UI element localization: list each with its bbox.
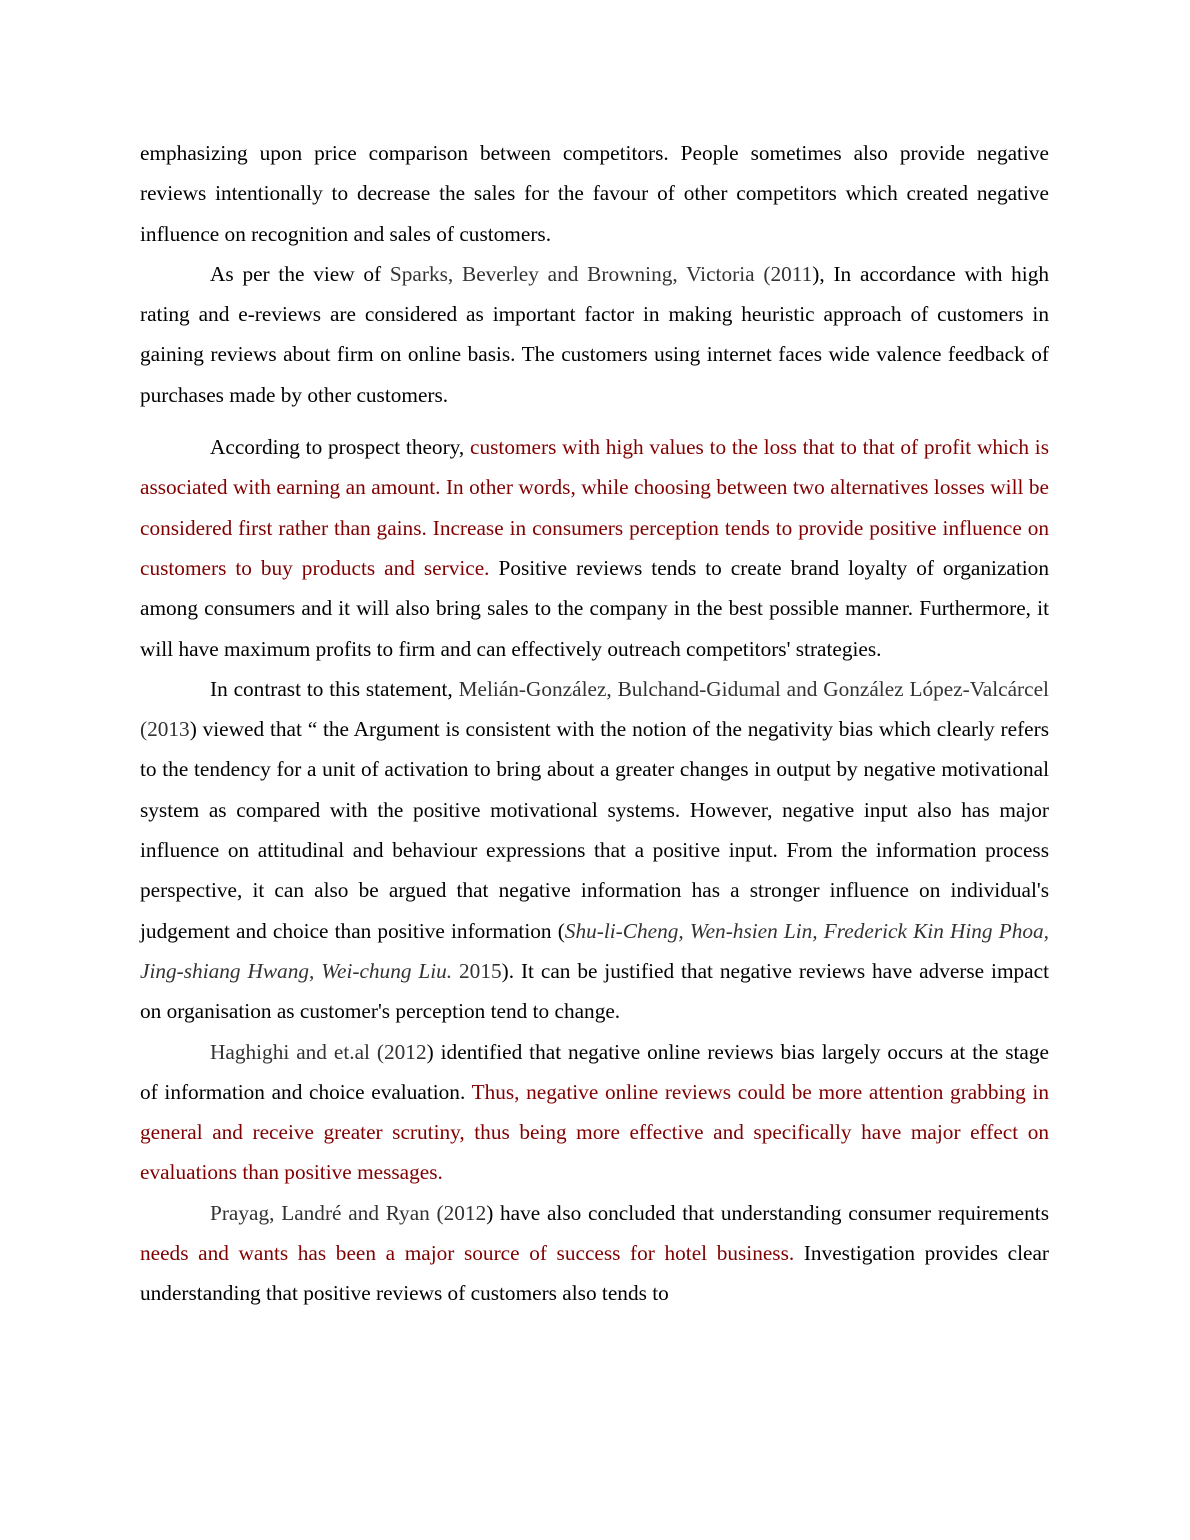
paragraph-1-text: emphasizing upon price comparison between competitors. People sometimes also provide negative reviews intentionally to decrease the sales for the favour of other competitors which created negative influence on recognition and sales of customers. <box>140 141 1049 246</box>
paragraph-4-lead: In contrast to this statement, <box>210 676 459 701</box>
paragraph-6-body: ) have also concluded that understanding consumer requirements <box>486 1200 1049 1225</box>
paragraph-2 <box>140 254 1049 415</box>
paragraph-5 <box>140 1032 1049 1193</box>
paragraph-3-body: Positive reviews tends to create brand loyalty of organization among consumers and it will also bring sales to the company in the best possible manner. Furthermore, it will have maximum profits to firm and can effectively outreach competitors' strategies. <box>140 555 1049 661</box>
citation-sparks-browning: Sparks, Beverley and Browning, Victoria (2011 <box>389 261 813 286</box>
paragraph-4-tail: ). It can be justified that negative reviews have adverse impact on organisation as customer's perception tend to change. <box>140 958 1049 1024</box>
paragraph-3 <box>140 427 1049 669</box>
citation-year-2015: 2015 <box>452 958 502 983</box>
citation-melian-gonzalez: Melián-González, Bulchand-Gidumal and González López-Valcárcel (2013 <box>140 676 1049 742</box>
highlighted-text-negative-reviews: Thus, negative online reviews could be more attention grabbing in general and receive greater scrutiny, thus being more effective and specifically have major effect on evaluations than positive messages. <box>140 1079 1049 1185</box>
citation-authors-italic: Shu-li-Cheng, Wen-hsien Lin, Frederick Kin Hing Phoa, Jing-shiang Hwang, Wei-chung Liu. <box>140 918 1049 983</box>
paragraph-3-lead: According to prospect theory, <box>210 435 471 460</box>
document-page <box>140 133 1049 1314</box>
citation-haghighi: Haghighi and et.al (2012 <box>210 1039 427 1064</box>
paragraph-2-lead: As per the view of <box>210 261 390 286</box>
paragraph-2-body: ), In accordance with high rating and e-reviews are considered as important factor in making heuristic approach of customers in gaining reviews about firm on online basis. The customers using internet faces wide valence feedback of purchases made by other customers. <box>140 261 1049 407</box>
highlighted-text-prospect-theory: customers with high values to the loss that to that of profit which is associated with earning an amount. In other words, while choosing between two alternatives losses will be considered first rather than gains. Increase in consumers perception tends to provide positive influence on customers to buy products and service. <box>140 435 1049 580</box>
paragraph-4 <box>140 669 1049 1032</box>
paragraph-4-body: ) viewed that “ the Argument is consistent with the notion of the negativity bias which clearly refers to the tendency for a unit of activation to bring about a greater changes in output by negative motivational system as compared with the positive motivational systems. However, negative input also has major influence on attitudinal and behaviour expressions that a positive input. From the information process perspective, it can also be argued that negative information has a stronger influence on individual's judgement and choice than positive information ( <box>140 717 1049 943</box>
paragraph-5-body: ) identified that negative online reviews bias largely occurs at the stage of information and choice evaluation. <box>140 1039 1049 1104</box>
highlighted-text-hotel-business: needs and wants has been a major source of success for hotel business. <box>140 1241 795 1266</box>
citation-prayag: Prayag, Landré and Ryan (2012 <box>210 1200 487 1225</box>
paragraph-6-tail: Investigation provides clear understanding that positive reviews of customers also tends to <box>140 1241 1049 1306</box>
paragraph-1 <box>140 133 1049 254</box>
paragraph-6 <box>140 1193 1049 1314</box>
